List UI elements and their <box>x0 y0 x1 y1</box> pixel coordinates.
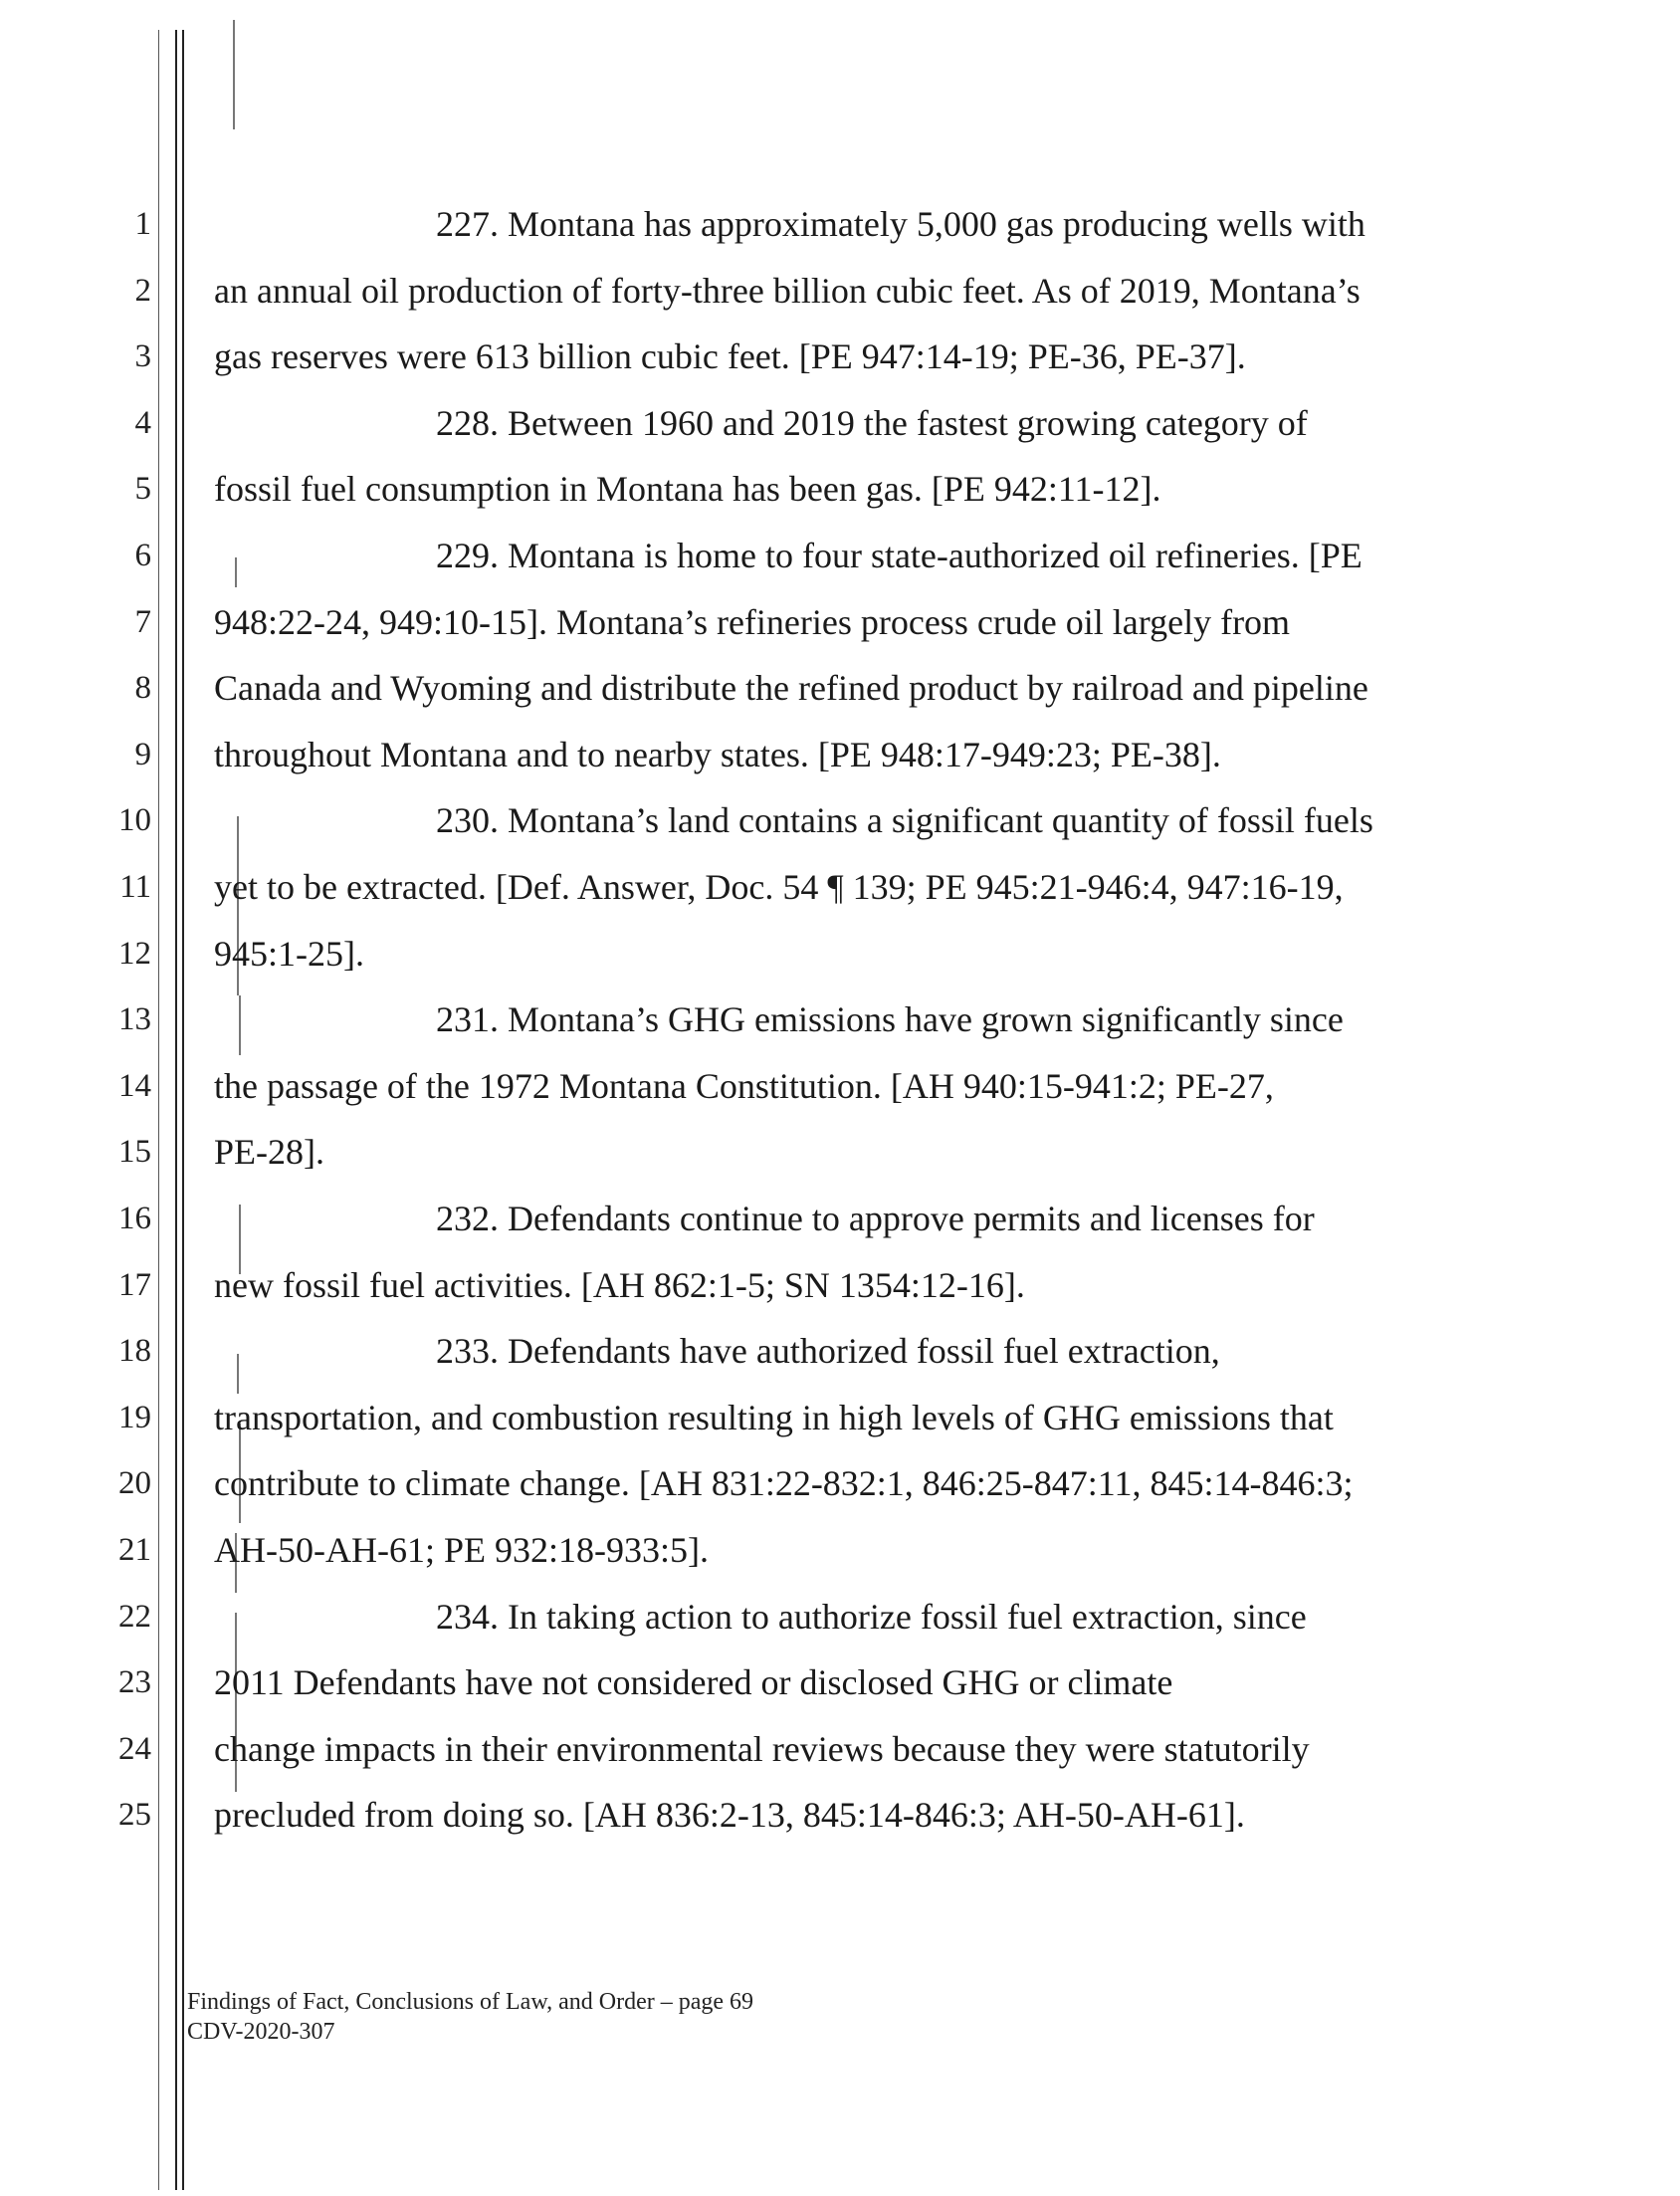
text-line: new fossil fuel activities. [AH 862:1-5; SN 1354:12-16]. <box>214 1264 1025 1305</box>
text-line: Canada and Wyoming and distribute the refined product by railroad and pipeline <box>214 668 1368 709</box>
footer-title: Findings of Fact, Conclusions of Law, and Order – page 69 <box>187 1989 754 2015</box>
text-line: AH-50-AH-61; PE 932:18-933:5]. <box>214 1530 709 1570</box>
paragraph-first-line: 234. In taking action to authorize fossil fuel extraction, since <box>436 1596 1307 1637</box>
scan-artifact-mark <box>239 1205 241 1274</box>
line-number: 7 <box>134 603 151 640</box>
scan-artifact-mark <box>235 557 237 587</box>
left-margin-rule-double <box>182 30 184 2190</box>
text-line: PE-28]. <box>214 1132 324 1173</box>
scan-artifact-mark <box>239 995 241 1055</box>
text-line: fossil fuel consumption in Montana has been gas. [PE 942:11-12]. <box>214 469 1161 510</box>
line-number: 24 <box>118 1730 151 1767</box>
text-line: 2011 Defendants have not considered or disclosed GHG or climate <box>214 1662 1173 1703</box>
line-number: 22 <box>118 1598 151 1635</box>
text-line: throughout Montana and to nearby states. [PE 948:17-949:23; PE-38]. <box>214 734 1221 774</box>
paragraph-first-line: 228. Between 1960 and 2019 the fastest growing category of <box>436 402 1308 443</box>
line-number: 2 <box>134 272 151 309</box>
line-number: 12 <box>118 935 151 972</box>
scan-artifact-mark <box>233 20 235 129</box>
line-number: 4 <box>134 404 151 441</box>
line-number: 20 <box>118 1465 151 1502</box>
line-number: 10 <box>118 802 151 839</box>
line-number: 23 <box>118 1664 151 1701</box>
paragraph-first-line: 229. Montana is home to four state-authorized oil refineries. [PE <box>436 536 1363 575</box>
page-footer <box>187 1987 753 2047</box>
line-number: 6 <box>134 538 151 573</box>
line-number: 17 <box>118 1266 151 1303</box>
text-line: change impacts in their environmental reviews because they were statutorily <box>214 1728 1310 1769</box>
text-line: contribute to climate change. [AH 831:22-832:1, 846:25-847:11, 845:14-846:3; <box>214 1463 1354 1504</box>
line-number: 14 <box>118 1067 151 1104</box>
text-line: precluded from doing so. [AH 836:2-13, 845:14-846:3; AH-50-AH-61]. <box>214 1795 1245 1836</box>
left-margin-rule-thin <box>158 30 159 2190</box>
line-number: 8 <box>134 670 151 707</box>
line-number: 19 <box>118 1399 151 1435</box>
line-number: 25 <box>118 1797 151 1834</box>
paragraph-first-line: 230. Montana’s land contains a significant quantity of fossil fuels <box>436 800 1373 841</box>
paragraph-first-line: 232. Defendants continue to approve permits and licenses for <box>436 1199 1315 1238</box>
line-number: 9 <box>134 736 151 772</box>
paragraph-first-line: 233. Defendants have authorized fossil fuel extraction, <box>436 1331 1220 1372</box>
line-number: 16 <box>118 1201 151 1236</box>
line-number: 1 <box>134 206 151 242</box>
paragraph-first-line: 231. Montana’s GHG emissions have grown significantly since <box>436 999 1344 1040</box>
line-number: 11 <box>119 869 151 905</box>
line-number: 3 <box>134 338 151 375</box>
text-line: 948:22-24, 949:10-15]. Montana’s refineries process crude oil largely from <box>214 601 1291 642</box>
text-line: transportation, and combustion resulting in high levels of GHG emissions that <box>214 1397 1334 1437</box>
line-number: 15 <box>118 1134 151 1171</box>
footer-case-number: CDV-2020-307 <box>187 2019 335 2045</box>
text-line: yet to be extracted. [Def. Answer, Doc. 54 ¶ 139; PE 945:21-946:4, 947:16-19, <box>214 867 1344 907</box>
text-line: the passage of the 1972 Montana Constitution. [AH 940:15-941:2; PE-27, <box>214 1065 1274 1106</box>
text-line: gas reserves were 613 billion cubic feet. [PE 947:14-19; PE-36, PE-37]. <box>214 336 1246 377</box>
text-line: an annual oil production of forty-three billion cubic feet. As of 2019, Montana’s <box>214 270 1361 311</box>
line-number: 5 <box>134 471 151 508</box>
line-number: 13 <box>118 1001 151 1038</box>
scan-artifact-mark <box>237 1354 239 1394</box>
line-number: 21 <box>118 1532 151 1568</box>
line-number: 18 <box>118 1333 151 1370</box>
left-margin-rule <box>175 30 177 2190</box>
paragraph-first-line: 227. Montana has approximately 5,000 gas producing wells with <box>436 204 1365 244</box>
text-line: 945:1-25]. <box>214 933 364 974</box>
